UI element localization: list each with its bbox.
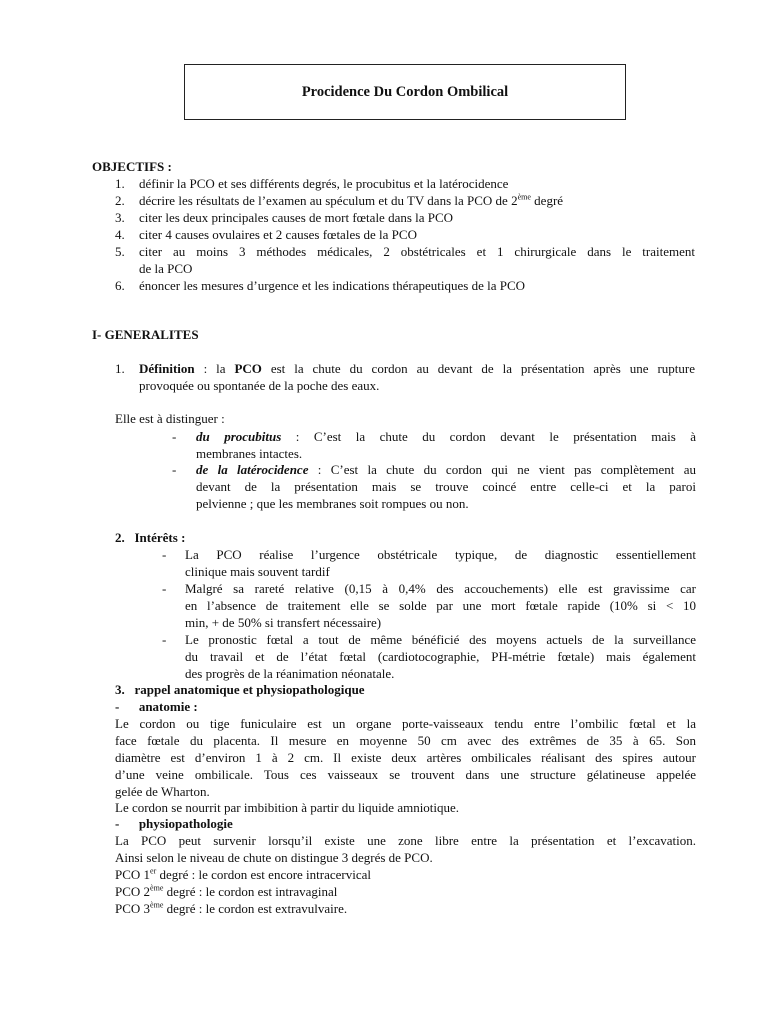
anatomie-last: Le cordon se nourrit par imbibition à partir du liquide amniotique. [115, 800, 460, 815]
anatomie-line4: d’une veine ombilicale. Tous ces vaisseaux se trouvent dans une structure gélatineuse appelée [115, 767, 696, 782]
degree-2: PCO 2ème degré : le cordon est intravaginal [115, 883, 338, 899]
document-title: Procidence Du Cordon Ombilical [301, 83, 509, 100]
objectif-2-text: décrire les résultats de l’examen au spéculum et du TV dans la PCO de 2ème degré [139, 192, 564, 208]
interet-2-line1: Malgré sa rareté relative (0,15 à 0,4% des accouchements) elle est gravissime car [185, 581, 696, 596]
objectif-5-num: 5. [115, 244, 125, 259]
laterocidence-dash: - [172, 462, 177, 477]
interet-2-dash: - [162, 581, 167, 596]
objectif-2-num: 2. [115, 193, 125, 208]
definition-num: 1. [115, 361, 125, 376]
interet-2-line3: min, + de 50% si transfert nécessaire) [185, 615, 382, 630]
rappel-heading: 3. rappel anatomique et physiopathologique [115, 682, 365, 697]
anatomie-line2: face fœtale du placenta. Il mesure en moyenne 50 cm avec des extrêmes de 35 à 65. Son [115, 733, 696, 748]
anatomie-heading: - anatomie : [115, 699, 198, 714]
objectif-6-num: 6. [115, 278, 125, 293]
definition-line1: Définition : la PCO est la chute du cordon au devant de la présentation après une rupture [139, 361, 695, 376]
objectif-4-text: citer 4 causes ovulaires et 2 causes fœtales de la PCO [139, 227, 417, 242]
interet-1-dash: - [162, 547, 167, 562]
objectif-3-text: citer les deux principales causes de mort fœtale dans la PCO [139, 210, 454, 225]
distinguer-text: Elle est à distinguer : [115, 411, 225, 426]
objectif-5-line2: de la PCO [139, 261, 193, 276]
interet-3-dash: - [162, 632, 167, 647]
interet-3-line1: Le pronostic fœtal a tout de même bénéficié des moyens actuels de la surveillance [185, 632, 696, 647]
interet-3-line3: des progrès de la réanimation néonatale. [185, 666, 395, 681]
physio-line2: Ainsi selon le niveau de chute on distingue 3 degrés de PCO. [115, 850, 433, 865]
section-generalites-heading: I- GENERALITES [92, 327, 199, 342]
interet-2-line2: en l’absence de traitement elle se solde par une mort fœtale rapide (10% si < 10 [185, 598, 696, 613]
interet-1-line1: La PCO réalise l’urgence obstétricale typique, de diagnostic essentiellement [185, 547, 696, 562]
laterocidence-line2: devant de la présentation mais se trouve coincé entre celle-ci et la paroi [196, 479, 696, 494]
physio-heading: - physiopathologie [115, 816, 233, 831]
interet-1-line2: clinique mais souvent tardif [185, 564, 330, 579]
procubitus-dash: - [172, 429, 177, 444]
anatomie-line3: diamètre est d’environ 1 à 2 cm. Il existe deux artères ombilicales réalisant des spires autour [115, 750, 696, 765]
objectif-1-text: définir la PCO et ses différents degrés, le procubitus et la latérocidence [139, 176, 509, 191]
title-box [184, 64, 626, 120]
objectif-1-num: 1. [115, 176, 125, 191]
objectif-4-num: 4. [115, 227, 125, 242]
objectifs-heading: OBJECTIFS : [92, 159, 172, 174]
interet-3-line2: du travail et de l’état fœtal (cardiotocographie, PH-métrie fœtale) mais également [185, 649, 696, 664]
interets-heading: 2. Intérêts : [115, 530, 186, 545]
physio-line1: La PCO peut survenir lorsqu’il existe une zone libre entre la présentation et l’excavation. [115, 833, 696, 848]
objectif-6-text: énoncer les mesures d’urgence et les indications thérapeutiques de la PCO [139, 278, 526, 293]
objectif-3-num: 3. [115, 210, 125, 225]
definition-line2: provoquée ou spontanée de la poche des eaux. [139, 378, 380, 393]
laterocidence-line3: pelvienne ; que les membranes soit rompues ou non. [196, 496, 469, 511]
anatomie-line5: gelée de Wharton. [115, 784, 210, 799]
degree-1: PCO 1er degré : le cordon est encore intracervical [115, 866, 372, 882]
anatomie-line1: Le cordon ou tige funiculaire est un organe porte-vaisseaux tendu entre l’ombilic fœtal et la [115, 716, 696, 731]
procubitus-line2: membranes intactes. [196, 446, 303, 461]
procubitus-line1: du procubitus : C’est la chute du cordon devant le présentation mais à [196, 429, 696, 444]
laterocidence-line1: de la latérocidence : C’est la chute du cordon qui ne vient pas complètement au [196, 462, 696, 477]
objectif-5-line1: citer au moins 3 méthodes médicales, 2 obstétricales et 1 chirurgicale dans le traitement [139, 244, 695, 259]
degree-3: PCO 3ème degré : le cordon est extravulvaire. [115, 900, 348, 916]
